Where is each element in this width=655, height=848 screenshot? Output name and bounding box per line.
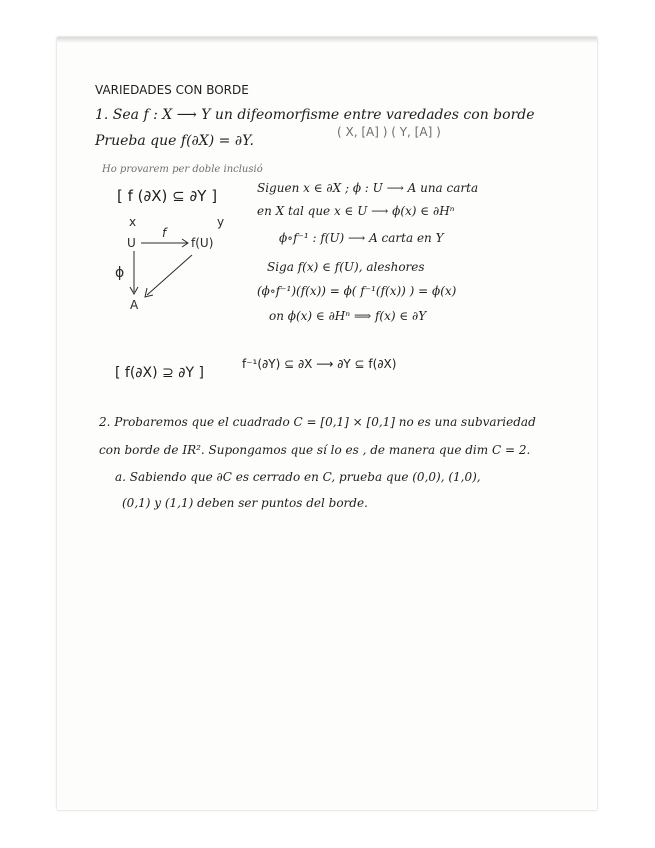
case-1-line-5: (ϕ∘f⁻¹)(f(x)) = ϕ( f⁻¹(f(x)) ) = ϕ(x) xyxy=(257,284,457,298)
arrow-diagonal xyxy=(147,255,192,295)
commutative-diagram xyxy=(57,37,597,337)
case-1-label: [ f (∂X) ⊆ ∂Y ] xyxy=(117,187,218,205)
case-1-line-2: en X tal que x ∈ U ⟶ ϕ(x) ∈ ∂Hⁿ xyxy=(257,204,455,218)
case-1-line-4: Siga f(x) ∈ f(U), aleshores xyxy=(267,260,425,274)
exercise-1-method: Ho provarem per doble inclusió xyxy=(102,164,263,175)
page-title: VARIEDADES CON BORDE xyxy=(95,83,249,97)
diagram-fu-label: f(U) xyxy=(191,236,214,250)
exercise-2-line-3: a. Sabiendo que ∂C es cerrado en C, prueba que (0,0), (1,0), xyxy=(115,470,481,484)
case-2-text: f⁻¹(∂Y) ⊆ ∂X ⟶ ∂Y ⊆ f(∂X) xyxy=(242,357,397,371)
exercise-1-statement-line2: Prueba que f(∂X) = ∂Y. xyxy=(95,133,254,149)
exercise-1-spaces: ( X, [A] ) ( Y, [A] ) xyxy=(337,125,441,139)
arrow-diagonal-head xyxy=(145,288,153,297)
exercise-1-statement-line1: 1. Sea f : X ⟶ Y un difeomorfisme entre varedades con borde xyxy=(95,107,535,123)
exercise-2-line-1: 2. Probaremos que el cuadrado C = [0,1] × [0,1] no es una subvariedad xyxy=(99,415,536,429)
paper-sheet xyxy=(57,37,597,810)
diagram-x-label: x xyxy=(129,215,137,229)
diagram-a-label: A xyxy=(130,298,139,312)
exercise-2-line-2: con borde de IR². Supongamos que sí lo es , de manera que dim C = 2. xyxy=(99,443,531,457)
diagram-u-label: U xyxy=(127,236,136,250)
diagram-phi-label: ϕ xyxy=(115,265,125,281)
diagram-f-label: f xyxy=(162,226,167,240)
case-1-line-3: ϕ∘f⁻¹ : f(U) ⟶ A carta en Y xyxy=(279,231,444,245)
diagram-y-label: y xyxy=(217,215,225,229)
case-2-label: [ f(∂X) ⊇ ∂Y ] xyxy=(115,365,204,381)
case-1-line-6: on ϕ(x) ∈ ∂Hⁿ ⟹ f(x) ∈ ∂Y xyxy=(269,309,427,323)
case-1-line-1: Siguen x ∈ ∂X ; ϕ : U ⟶ A una carta xyxy=(257,181,479,195)
exercise-2-line-4: (0,1) y (1,1) deben ser puntos del borde. xyxy=(122,496,368,510)
